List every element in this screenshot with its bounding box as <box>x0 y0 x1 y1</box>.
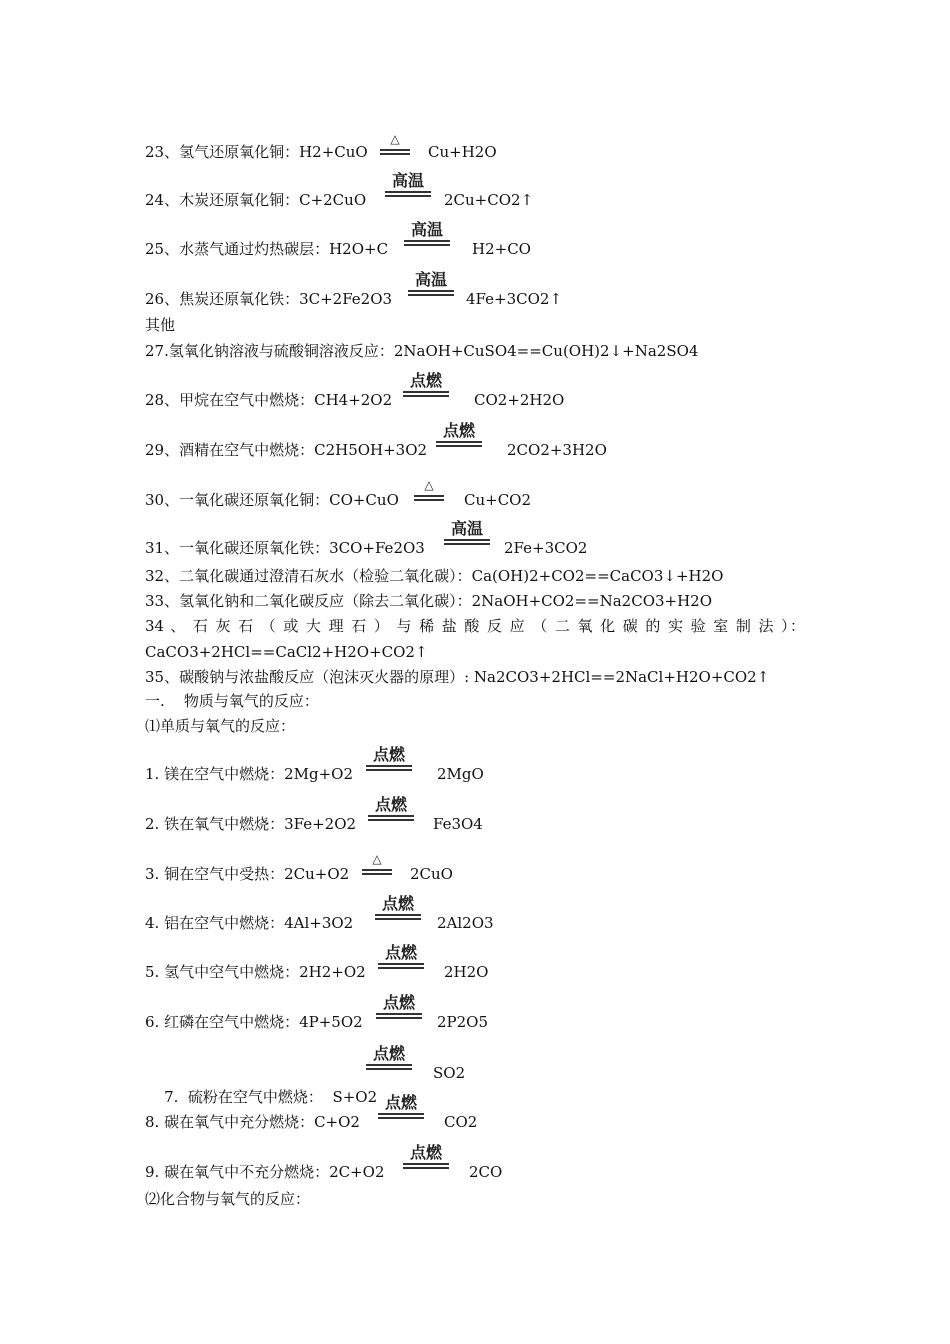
products: 2Cu+CO2↑ <box>444 191 534 209</box>
equation-35: 35、碳酸钠与浓盐酸反应（泡沫灭火器的原理）: Na2CO3+2HCl==2NaCl+H2O+CO2↑ <box>145 668 770 686</box>
equation-o3 <box>145 862 349 886</box>
reactants: 7. 硫粉在空气中燃烧： S+O2 <box>164 1088 378 1106</box>
products: 2Al2O3 <box>437 914 494 932</box>
products: 2Fe+3CO2 <box>504 539 588 557</box>
condition-ignite: 点燃 <box>378 1094 424 1128</box>
products: 2P2O5 <box>437 1013 489 1031</box>
reactants: 29、酒精在空气中燃烧：C2H5OH+3O2 <box>145 441 428 459</box>
equation-o2 <box>145 812 356 836</box>
equation-24 <box>145 188 366 212</box>
subheading-elements: ⑴单质与氧气的反应： <box>145 717 296 735</box>
equation-o1 <box>145 762 353 786</box>
condition-high-temp: 高温 <box>408 271 454 305</box>
equation-27: 27.氢氧化钠溶液与硫酸铜溶液反应：2NaOH+CuSO4==Cu(OH)2↓+Na2SO4 <box>145 342 699 360</box>
equation-23 <box>145 140 368 164</box>
products: Cu+H2O <box>428 143 497 161</box>
heat-triangle-icon: △ <box>372 852 382 866</box>
equation-32: 32、二氧化碳通过澄清石灰水（检验二氧化碳）：Ca(OH)2+CO2==CaCO3↓+H2O <box>145 567 724 585</box>
equation-31 <box>145 536 425 560</box>
reactants: 5. 氢气中空气中燃烧：2H2+O2 <box>145 963 366 981</box>
reactants: 26、焦炭还原氧化铁：3C+2Fe2O3 <box>145 290 393 308</box>
equation-o8 <box>145 1110 360 1134</box>
reactants: 4. 铝在空气中燃烧：4Al+3O2 <box>145 914 354 932</box>
equation-o9 <box>145 1160 385 1184</box>
equation-o7 <box>145 1061 378 1106</box>
condition-high-temp: 高温 <box>404 221 450 255</box>
section-heading-other: 其他 <box>145 316 176 334</box>
equation-o6 <box>145 1010 363 1034</box>
equation-28 <box>145 388 392 412</box>
condition-ignite: 点燃 <box>366 1045 412 1079</box>
equation-34-formula: CaCO3+2HCl==CaCl2+H2O+CO2↑ <box>145 643 428 661</box>
reactants: 2. 铁在氧气中燃烧：3Fe+2O2 <box>145 815 357 833</box>
condition-heat <box>362 850 392 884</box>
reactants: 25、水蒸气通过灼热碳层：H2O+C <box>145 240 389 258</box>
products: 2H2O <box>444 963 489 981</box>
products: 2CO2+3H2O <box>507 441 607 459</box>
condition-high-temp: 高温 <box>385 172 431 206</box>
equation-33: 33、氢氧化钠和二氧化碳反应（除去二氧化碳）：2NaOH+CO2==Na2CO3+H2O <box>145 592 713 610</box>
equation-29 <box>145 438 427 462</box>
reactants: 1. 镁在空气中燃烧：2Mg+O2 <box>145 765 353 783</box>
reactants: 8. 碳在氧气中充分燃烧：C+O2 <box>145 1113 360 1131</box>
reactants: 23、氢气还原氧化铜：H2+CuO <box>145 143 368 161</box>
products: Fe3O4 <box>433 815 483 833</box>
condition-ignite: 点燃 <box>403 1144 449 1178</box>
equation-30 <box>145 488 399 512</box>
condition-ignite: 点燃 <box>378 944 424 978</box>
condition-ignite: 点燃 <box>403 372 449 406</box>
equation-26 <box>145 287 392 311</box>
heat-triangle-icon: △ <box>390 132 400 146</box>
heat-triangle-icon: △ <box>424 478 434 492</box>
reactants: 24、木炭还原氧化铜：C+2CuO <box>145 191 367 209</box>
section-heading-oxygen: 一. 物质与氧气的反应： <box>145 692 319 710</box>
reactants: 9. 碳在氧气中不充分燃烧：2C+O2 <box>145 1163 385 1181</box>
products: 2CO <box>469 1163 503 1181</box>
reactants: 28、甲烷在空气中燃烧：CH4+2O2 <box>145 391 393 409</box>
products: CO2+2H2O <box>474 391 565 409</box>
subheading-compounds: ⑵化合物与氧气的反应： <box>145 1190 311 1208</box>
condition-heat <box>414 476 444 510</box>
condition-heat <box>380 130 410 164</box>
reactants: 30、一氧化碳还原氧化铜：CO+CuO <box>145 491 399 509</box>
condition-ignite: 点燃 <box>366 746 412 780</box>
equation-25 <box>145 237 388 261</box>
products: CO2 <box>444 1113 478 1131</box>
reactants: 3. 铜在空气中受热：2Cu+O2 <box>145 865 350 883</box>
equation-34-text: 34 、 石 灰 石 （ 或 大 理 石 ） 与 稀 盐 酸 反 应 （ 二 氧 化 碳 的 实 验 室 制 法 ）： <box>145 617 805 635</box>
products: Cu+CO2 <box>464 491 532 509</box>
condition-high-temp: 高温 <box>444 520 490 554</box>
condition-ignite: 点燃 <box>375 895 421 929</box>
condition-ignite: 点燃 <box>436 422 482 456</box>
products: 2MgO <box>437 765 484 783</box>
equation-o5 <box>145 960 366 984</box>
equation-o4 <box>145 911 353 935</box>
reactants: 31、一氧化碳还原氧化铁：3CO+Fe2O3 <box>145 539 425 557</box>
products: SO2 <box>433 1064 466 1082</box>
condition-ignite: 点燃 <box>368 796 414 830</box>
condition-ignite: 点燃 <box>376 994 422 1028</box>
products: 2CuO <box>410 865 453 883</box>
products: 4Fe+3CO2↑ <box>466 290 563 308</box>
products: H2+CO <box>472 240 531 258</box>
reactants: 6. 红磷在空气中燃烧：4P+5O2 <box>145 1013 363 1031</box>
